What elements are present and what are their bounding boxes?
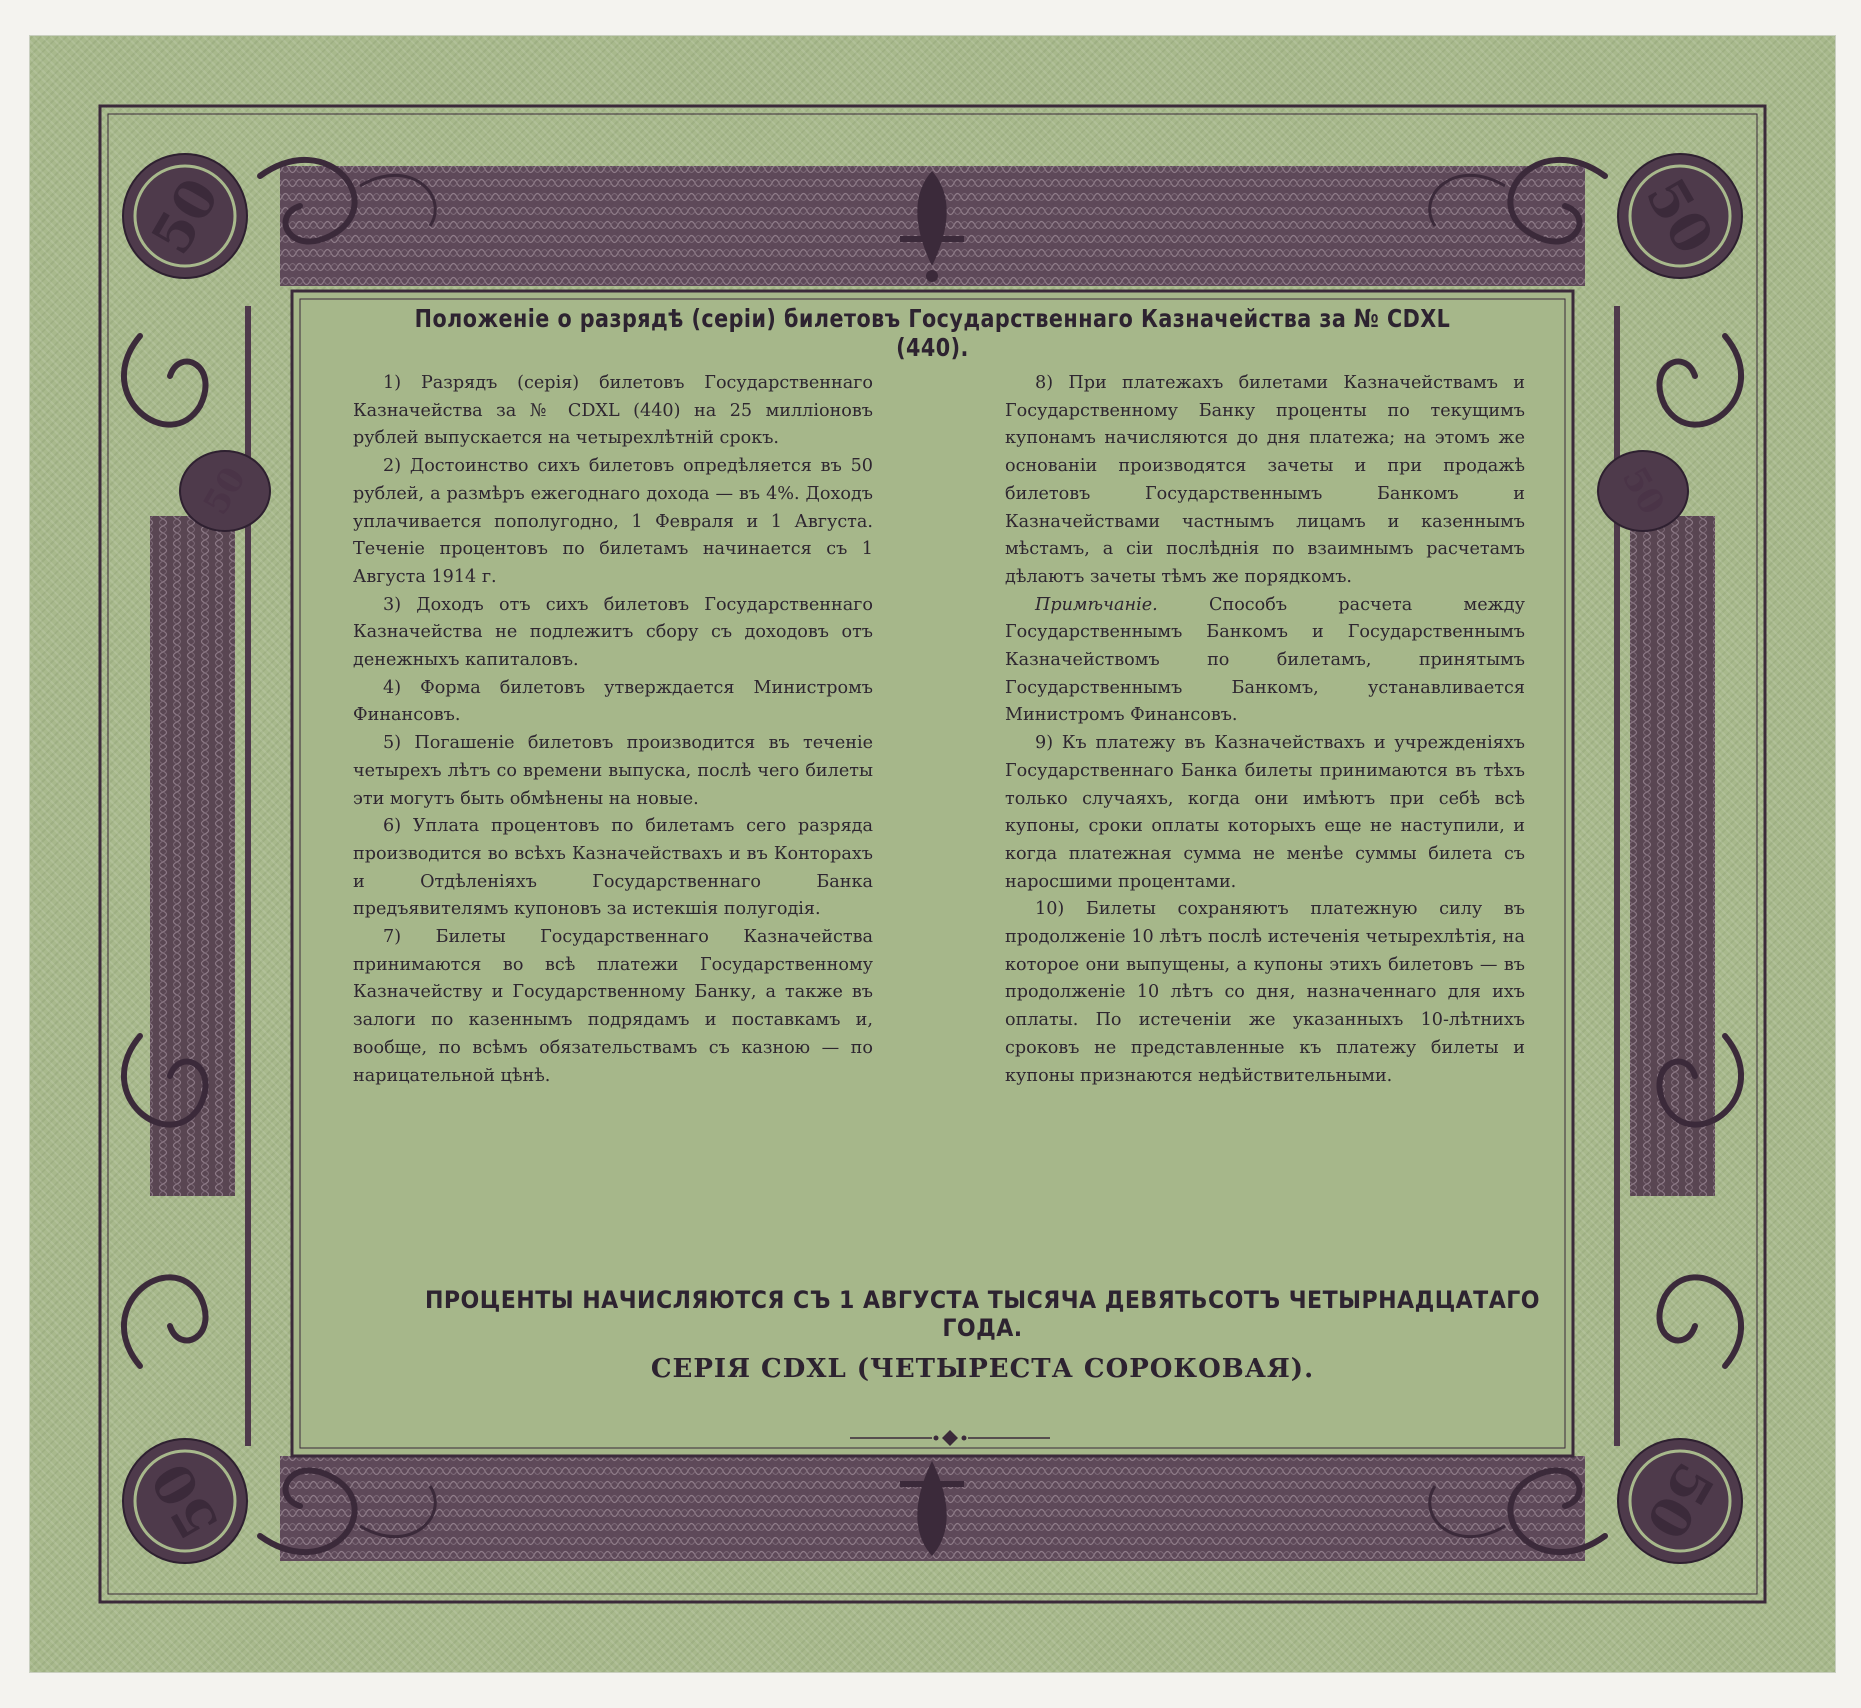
corner-denomination-bottom-right: 50: [1633, 1452, 1727, 1550]
note-paragraph: [1005, 592, 1525, 731]
series-statement: СЕРIЯ CDXL (ЧЕТЫРЕСТА СОРОКОВАЯ).: [650, 1354, 1315, 1384]
paragraph: 4) Форма билетовъ утверждается Министромъ Финансовъ.: [353, 677, 873, 726]
ornamental-divider: [850, 1428, 1050, 1448]
paragraph: 2) Достоинство сихъ билетовъ опредѣляется въ 50 рублей, а размѣръ ежегоднаго дохода — въ 4%. Доходъ уплачивается пополугодно, 1 Февраля и 1 Августа. Теченiе процентовъ по билетамъ начинается съ 1 Августа 1914 г.: [353, 456, 873, 587]
note-text: Способъ расчета между Государственнымъ Банкомъ и Государственнымъ Казначействомъ по билетамъ, принятымъ Государственнымъ Банкомъ, устанавливается Министромъ Финансовъ.: [1005, 594, 1525, 726]
note-label: Примѣчанiе.: [1035, 594, 1158, 615]
paragraph: 5) Погашенiе билетовъ производится въ теченiе четырехъ лѣтъ со времени выпуска, послѣ чего билеты эти могутъ быть обмѣнены на новые.: [353, 733, 873, 809]
paragraph: 10) Билеты сохраняютъ платежную силу въ продолженiе 10 лѣтъ послѣ истеченiя четырехлѣтiя, на которое они выпущены, а купоны этихъ билетовъ — въ продолженiе 10 лѣтъ со дня, назначеннаго для ихъ оплаты. По истеченiи же указанныхъ 10-лѣтнихъ сроковъ не представленные къ платежу билеты и купоны признаются недѣйствительными.: [1005, 899, 1525, 1086]
corner-denomination-top-left: 50: [138, 167, 232, 265]
left-text-column: [353, 370, 873, 1090]
paragraph: 6) Уплата процентовъ по билетамъ сего разряда производится во всѣхъ Казначействахъ и въ Конторахъ и Отдѣленiяхъ Государственнаго Банка предъявителямъ купоновъ за истекшiя полугодiя.: [353, 816, 873, 920]
interest-statement: ПРОЦЕНТЫ НАЧИСЛЯЮТСЯ СЪ 1 АВГУСТА ТЫСЯЧА ДЕВЯТЬСОТЪ ЧЕТЫРНАДЦАТАГО ГОДА.: [424, 1286, 1541, 1342]
paragraph: 3) Доходъ отъ сихъ билетовъ Государственнаго Казначейства не подлежитъ сбору съ доходовъ отъ денежныхъ капиталовъ.: [353, 594, 873, 671]
paragraph: 7) Билеты Государственнаго Казначейства принимаются во всѣ платежи Государственному Казначейству и Государственному Банку, а также въ залоги по казеннымъ подрядамъ и поставкамъ и, вообще, по всѣмъ обязательствамъ съ казною — по нарицательной цѣнѣ.: [353, 927, 873, 1086]
right-text-column: [1005, 370, 1525, 1090]
paragraph: 9) Къ платежу въ Казначействахъ и учрежденiяхъ Государственнаго Банка билеты принимаются въ тѣхъ только случаяхъ, когда они имѣютъ при себѣ всѣ купоны, сроки оплаты которыхъ еще не наступили, и когда платежная сумма не менѣе суммы билета съ наросшими процентами.: [1005, 733, 1525, 892]
banknote-reverse: [30, 36, 1835, 1672]
corner-denomination-bottom-left: 50: [138, 1452, 232, 1550]
regulation-heading: Положенiе о разрядѣ (серiи) билетовъ Государственнаго Казначейства за № CDXL (440).: [414, 304, 1451, 362]
corner-denomination-top-right: 50: [1633, 167, 1727, 265]
paragraph: 1) Разрядъ (серiя) билетовъ Государственнаго Казначейства за № CDXL (440) на 25 миллiоновъ рублей выпускается на четырехлѣтнiй срокъ.: [353, 373, 873, 449]
side-denomination-right: 50: [1613, 460, 1673, 522]
ornamental-frame: [30, 36, 1835, 1672]
side-denomination-left: 50: [195, 460, 255, 522]
paragraph: 8) При платежахъ билетами Казначействамъ и Государственному Банку проценты по текущимъ купонамъ начисляются до дня платежа; на этомъ же основанiи производятся зачеты и при продажѣ билетовъ Государственнымъ Банкомъ и Казначействами частнымъ лицамъ и казеннымъ мѣстамъ, а сiи послѣднiя по взаимнымъ расчетамъ дѣлаютъ зачеты тѣмъ же порядкомъ.: [1005, 373, 1525, 587]
